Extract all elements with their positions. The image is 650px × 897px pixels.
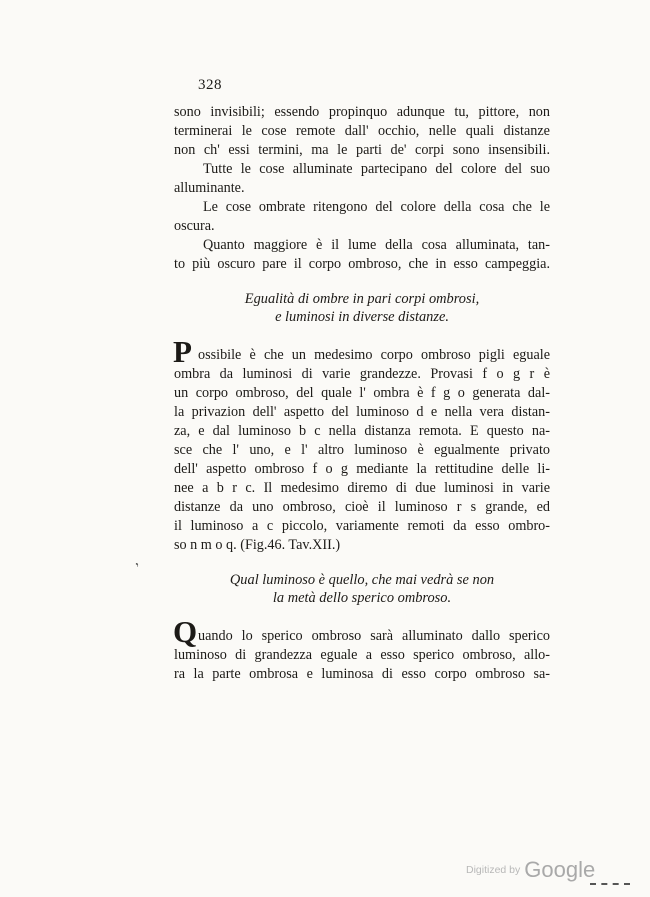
text-line: dell' aspetto ombroso f o g mediante la rettitudine delle li-: [174, 461, 550, 477]
text-line: sce che l' uno, e l' altro luminoso è egualmente privato: [174, 442, 550, 458]
text-line: to più oscuro pare il corpo ombroso, che in esso campeggia.: [174, 256, 550, 272]
watermark-prefix: Digitized by: [466, 864, 521, 876]
text-line: uando lo sperico ombroso sarà alluminato dallo sperico: [198, 628, 550, 644]
text-line: un corpo ombroso, del quale l' ombra è f g o generata dal-: [174, 385, 550, 401]
section-heading: e luminosi in diverse distanze.: [275, 309, 449, 325]
watermark: [466, 857, 595, 883]
text-line: so n m o q. (Fig.46. Tav.XII.): [174, 537, 341, 553]
text-line: terminerai le cose remote dall' occhio, nelle quali distanze: [174, 123, 550, 139]
text-line: ossibile è che un medesimo corpo ombroso pigli eguale: [198, 347, 550, 363]
text-line: luminoso di grandezza eguale a esso sperico ombroso, allo-: [174, 647, 550, 663]
stray-mark: ‚: [128, 554, 142, 570]
text-line: nee a b r c. Il medesimo diremo di due luminosi in varie: [174, 480, 550, 496]
text-line: Tutte le cose alluminate partecipano del colore del suo: [203, 161, 550, 177]
text-line: il luminoso a c piccolo, variamente remoti da esso ombro-: [174, 518, 550, 534]
text-line: ombra da luminosi di varie grandezze. Provasi f o g r è: [174, 366, 550, 382]
text-line: Quanto maggiore è il lume della cosa alluminata, tan-: [203, 237, 550, 253]
watermark-brand: Google: [524, 857, 596, 882]
section-heading: Egualità di ombre in pari corpi ombrosi,: [244, 291, 480, 307]
drop-cap: Q: [173, 614, 198, 649]
page-number: 328: [198, 77, 222, 93]
section-heading: la metà dello sperico ombroso.: [272, 590, 452, 606]
text-line: la privazion dell' aspetto del luminoso d e nella vera distan-: [174, 404, 550, 420]
drop-cap: P: [173, 334, 192, 369]
text-line: oscura.: [174, 218, 215, 234]
text-line: sono invisibili; essendo propinquo adunque tu, pittore, non: [174, 104, 550, 120]
text-line: alluminante.: [174, 180, 245, 196]
section-heading: Qual luminoso è quello, che mai vedrà se non: [229, 572, 495, 588]
text-line: distanze da uno ombroso, cioè il luminoso r s grande, ed: [174, 499, 550, 515]
text-line: Le cose ombrate ritengono del colore della cosa che le: [203, 199, 550, 215]
text-line: za, e dal luminoso b c nella distanza remota. E questo na-: [174, 423, 550, 439]
text-line: ra la parte ombrosa e luminosa di esso corpo ombroso sa-: [174, 666, 550, 682]
text-line: non ch' essi termini, ma le parti de' corpi sono insensibili.: [174, 142, 550, 158]
scan-edge-mark: [590, 883, 630, 887]
